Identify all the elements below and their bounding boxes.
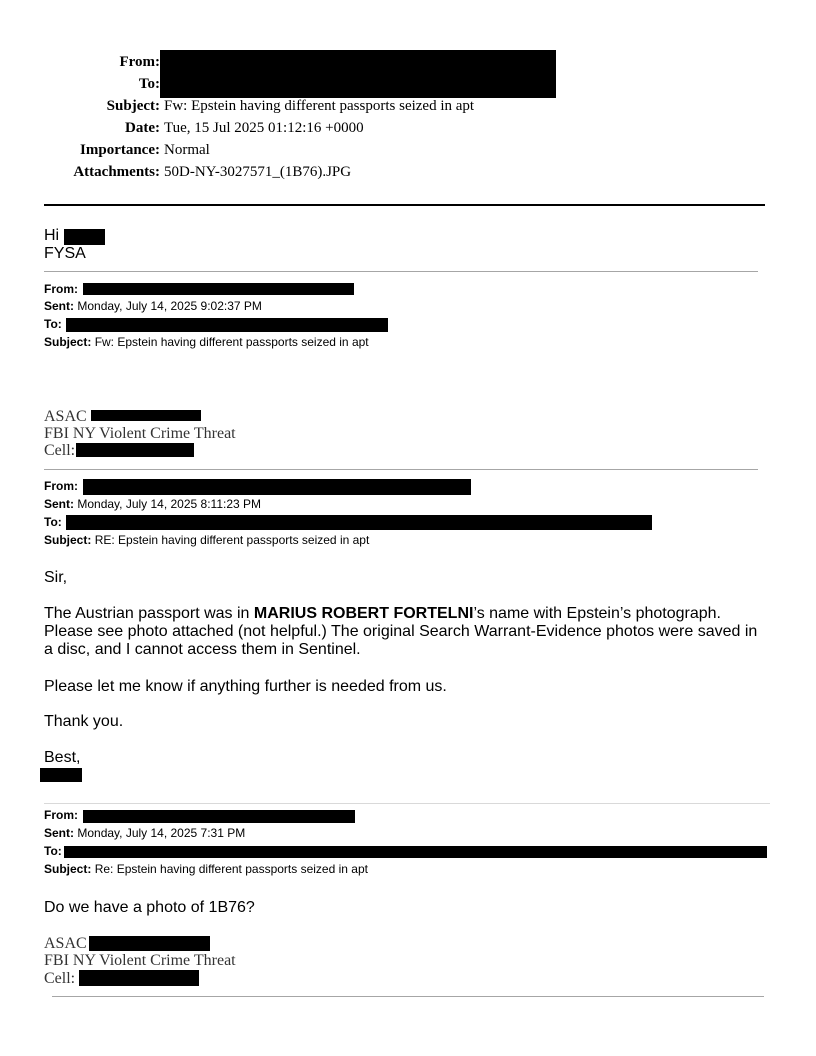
msg1-sent-value: Monday, July 14, 2025 9:02:37 PM <box>77 299 262 313</box>
msg1-subject-value: Fw: Epstein having different passports seized in apt <box>94 335 369 349</box>
sig1-title: ASAC <box>44 408 87 425</box>
divider-4 <box>52 996 764 997</box>
importance-label: Importance: <box>80 142 160 158</box>
redaction-msg3-to <box>64 846 767 858</box>
attachments-label: Attachments: <box>73 164 160 180</box>
redaction-sig2-cell <box>79 970 199 986</box>
msg2-subject-row <box>44 533 369 547</box>
msg3-from-row <box>44 808 78 822</box>
msg2-sent-row <box>44 497 261 511</box>
msg2-to-row <box>44 515 62 529</box>
msg1-from-label: From: <box>44 282 78 296</box>
msg1-subject-row <box>44 335 369 349</box>
msg2-to-label: To: <box>44 515 62 529</box>
redaction-msg2-from <box>83 479 471 495</box>
redaction-msg2-signer <box>40 768 82 782</box>
msg2-sent-label: Sent: <box>44 497 74 511</box>
msg3-from-label: From: <box>44 808 78 822</box>
msg2-salutation: Sir, <box>44 569 68 586</box>
header-divider <box>44 204 765 206</box>
msg2-paragraph-1-line-2: Please see photo attached (not helpful.) The original Search Warrant-Evidence photos were saved in <box>44 623 758 640</box>
msg2-paragraph-1-line-1 <box>44 605 721 623</box>
msg1-sent-label: Sent: <box>44 299 74 313</box>
msg2-sent-value: Monday, July 14, 2025 8:11:23 PM <box>77 497 262 511</box>
redaction-sig1-cell <box>76 443 194 457</box>
msg3-sent-value: Monday, July 14, 2025 7:31 PM <box>77 826 246 840</box>
divider-2 <box>44 469 758 470</box>
msg2-paragraph-2: Please let me know if anything further is needed from us. <box>44 678 447 695</box>
attachment-link[interactable]: 50D-NY-3027571_(1B76).JPG <box>164 164 352 180</box>
msg3-subject-value: Re: Epstein having different passports seized in apt <box>94 862 368 876</box>
sig1-unit: FBI NY Violent Crime Threat <box>44 425 236 442</box>
msg2-paragraph-1-line-3: a disc, and I cannot access them in Sentinel. <box>44 641 361 658</box>
redaction-msg1-to <box>66 318 388 332</box>
msg1-to-label: To: <box>44 317 62 331</box>
sig2-unit: FBI NY Violent Crime Threat <box>44 952 236 969</box>
msg3-sent-row <box>44 826 245 840</box>
sig2-cell-label: Cell: <box>44 970 76 987</box>
redaction-msg3-from <box>83 810 355 823</box>
redaction-msg2-to <box>66 515 652 530</box>
redaction-name <box>64 229 105 245</box>
sig2-title: ASAC <box>44 935 87 952</box>
subject-value: Fw: Epstein having different passports seized in apt <box>164 98 475 114</box>
msg3-to-row <box>44 844 62 858</box>
msg2-from-label: From: <box>44 479 78 493</box>
msg2-p1-post: ’s name with Epstein’s photograph. <box>473 605 721 622</box>
date-label: Date: <box>125 120 160 136</box>
divider-1 <box>44 271 758 272</box>
sig1-cell-label: Cell: <box>44 442 76 459</box>
redaction-from-to <box>160 50 556 98</box>
msg1-from-row <box>44 282 78 296</box>
from-label: From: <box>119 54 160 70</box>
msg2-p1-name: MARIUS ROBERT FORTELNI <box>253 605 474 622</box>
msg3-subject-row <box>44 862 368 876</box>
greeting-hi: Hi <box>44 227 60 244</box>
msg3-subject-label: Subject: <box>44 862 92 876</box>
msg3-to-label: To: <box>44 844 62 858</box>
msg2-closing: Best, <box>44 749 81 766</box>
msg3-sent-label: Sent: <box>44 826 74 840</box>
redaction-msg1-from <box>83 283 354 295</box>
msg2-thanks: Thank you. <box>44 713 124 730</box>
msg2-subject-value: RE: Epstein having different passports seized in apt <box>94 533 370 547</box>
msg3-question: Do we have a photo of 1B76? <box>44 899 255 916</box>
to-label: To: <box>138 76 160 92</box>
date-value: Tue, 15 Jul 2025 01:12:16 +0000 <box>164 120 364 136</box>
msg2-from-row <box>44 479 78 493</box>
msg1-sent-row <box>44 299 262 313</box>
msg2-subject-label: Subject: <box>44 533 92 547</box>
subject-label: Subject: <box>106 98 160 114</box>
importance-value: Normal <box>164 142 210 158</box>
msg1-subject-label: Subject: <box>44 335 92 349</box>
redaction-sig2-name <box>89 936 210 951</box>
redaction-sig1-name <box>91 410 201 421</box>
msg1-to-row <box>44 317 62 331</box>
divider-3 <box>44 803 770 804</box>
msg2-p1-pre: The Austrian passport was in <box>44 605 254 622</box>
greeting-fysa: FYSA <box>44 245 86 262</box>
